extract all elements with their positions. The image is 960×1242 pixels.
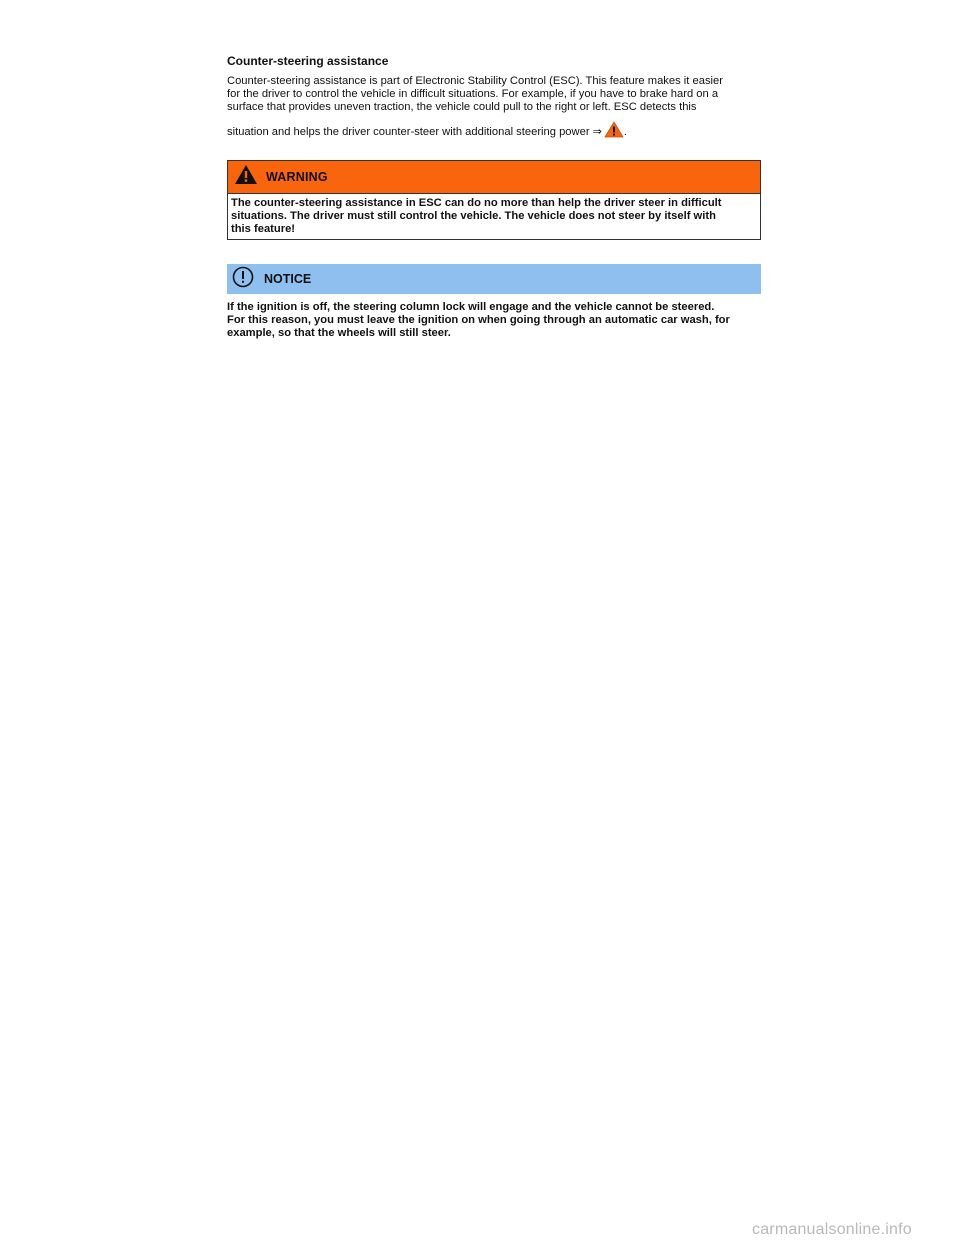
warning-triangle-icon bbox=[234, 164, 258, 190]
warning-line: situations. The driver must still control the vehicle. The vehicle does not steer by itself with bbox=[231, 210, 716, 222]
watermark: carmanualsonline.info bbox=[752, 1221, 912, 1238]
warning-body bbox=[228, 193, 760, 239]
paragraph-line: for the driver to control the vehicle in difficult situations. For example, if you have to brake hard on a bbox=[227, 88, 719, 100]
warning-line: this feature! bbox=[231, 223, 296, 235]
exclamation-circle-icon bbox=[232, 266, 254, 293]
warning-label: WARNING bbox=[266, 170, 328, 184]
paragraph-line: Counter-steering assistance is part of Electronic Stability Control (ESC). This feature makes it easier bbox=[227, 75, 723, 87]
notice-line: For this reason, you must leave the ignition on when going through an automatic car wash, for bbox=[227, 314, 730, 326]
warning-triangle-icon[interactable] bbox=[604, 121, 624, 142]
page-content bbox=[227, 54, 761, 340]
section-paragraph bbox=[227, 75, 761, 142]
warning-box bbox=[227, 160, 761, 240]
notice-line: If the ignition is off, the steering column lock will engage and the vehicle cannot be steered. bbox=[227, 301, 715, 313]
warning-header bbox=[228, 161, 760, 193]
notice-label: NOTICE bbox=[264, 272, 312, 286]
notice-line: example, so that the wheels will still steer. bbox=[227, 327, 451, 339]
notice-header bbox=[227, 264, 761, 294]
paragraph-line: surface that provides uneven traction, the vehicle could pull to the right or left. ESC detects this bbox=[227, 101, 697, 113]
reference-arrow[interactable]: ⇒ bbox=[592, 126, 602, 138]
paragraph-line: situation and helps the driver counter-steer with additional steering power bbox=[227, 126, 590, 138]
notice-body bbox=[227, 301, 761, 340]
warning-line: The counter-steering assistance in ESC can do no more than help the driver steer in difficult bbox=[231, 197, 722, 209]
trailing-period: . bbox=[623, 126, 627, 138]
section-title: Counter-steering assistance bbox=[227, 54, 389, 68]
